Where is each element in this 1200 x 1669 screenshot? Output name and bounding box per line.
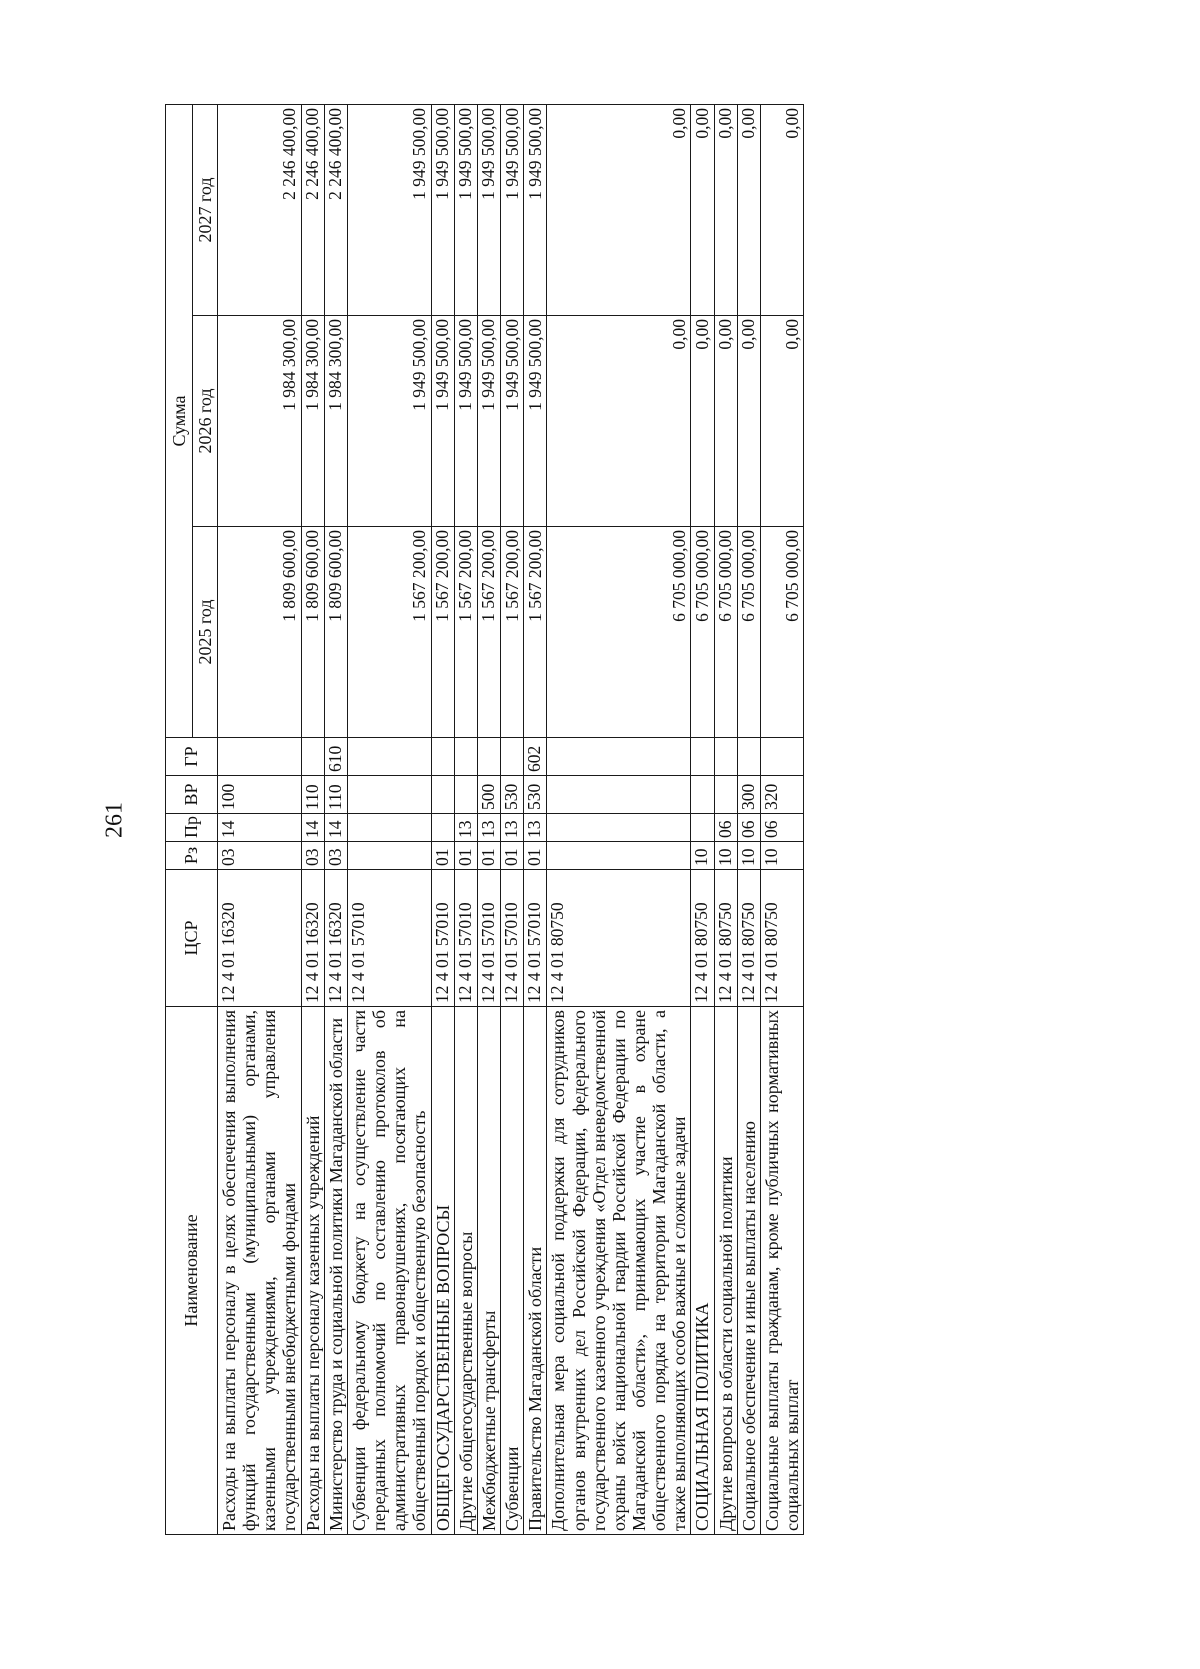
cell-name: Межбюджетные трансферты — [477, 1007, 500, 1535]
cell-name: Другие вопросы в области социальной политики — [714, 1007, 737, 1535]
cell-2025: 6 705 000,00 — [714, 527, 737, 738]
cell-2026: 1 949 500,00 — [431, 316, 454, 527]
cell-gr — [454, 738, 477, 776]
cell-gr — [501, 738, 524, 776]
cell-vr: 110 — [301, 776, 324, 814]
cell-2026: 1 984 300,00 — [218, 316, 302, 527]
cell-csr: 12 4 01 57010 — [524, 870, 547, 1007]
cell-2025: 1 567 200,00 — [454, 527, 477, 738]
cell-gr — [431, 738, 454, 776]
cell-gr — [760, 738, 803, 776]
cell-pr: 13 — [501, 814, 524, 842]
cell-2026: 0,00 — [547, 316, 691, 527]
header-rz: Рз — [166, 842, 218, 870]
cell-csr: 12 4 01 16320 — [324, 870, 347, 1007]
cell-vr: 300 — [737, 776, 760, 814]
cell-rz: 03 — [218, 842, 302, 870]
cell-2027: 0,00 — [760, 104, 803, 315]
cell-pr — [691, 814, 714, 842]
cell-gr — [691, 738, 714, 776]
cell-vr — [714, 776, 737, 814]
cell-2027: 1 949 500,00 — [477, 104, 500, 315]
cell-2026: 1 984 300,00 — [324, 316, 347, 527]
cell-vr — [691, 776, 714, 814]
cell-2027: 2 246 400,00 — [301, 104, 324, 315]
cell-2025: 1 567 200,00 — [347, 527, 431, 738]
cell-vr — [547, 776, 691, 814]
cell-2025: 6 705 000,00 — [691, 527, 714, 738]
cell-csr: 12 4 01 57010 — [431, 870, 454, 1007]
cell-name: ОБЩЕГОСУДАРСТВЕННЫЕ ВОПРОСЫ — [431, 1007, 454, 1535]
cell-vr — [454, 776, 477, 814]
cell-rz: 10 — [691, 842, 714, 870]
cell-2026: 1 984 300,00 — [301, 316, 324, 527]
cell-rz: 10 — [714, 842, 737, 870]
table-row — [501, 104, 524, 1534]
cell-2026: 0,00 — [737, 316, 760, 527]
cell-2025: 1 809 600,00 — [301, 527, 324, 738]
header-year-2025: 2025 год — [193, 527, 218, 738]
cell-2027: 2 246 400,00 — [324, 104, 347, 315]
cell-gr — [218, 738, 302, 776]
cell-rz — [347, 842, 431, 870]
cell-pr — [347, 814, 431, 842]
cell-gr — [301, 738, 324, 776]
cell-pr: 14 — [301, 814, 324, 842]
cell-name: Министерство труда и социальной политики Магаданской области — [324, 1007, 347, 1535]
cell-pr: 13 — [477, 814, 500, 842]
cell-csr: 12 4 01 57010 — [477, 870, 500, 1007]
table-row — [714, 104, 737, 1534]
cell-2025: 1 567 200,00 — [501, 527, 524, 738]
cell-2026: 1 949 500,00 — [347, 316, 431, 527]
cell-gr — [347, 738, 431, 776]
cell-csr: 12 4 01 57010 — [347, 870, 431, 1007]
cell-2025: 1 809 600,00 — [324, 527, 347, 738]
cell-rz: 01 — [501, 842, 524, 870]
rotated-table-wrapper — [165, 105, 803, 1535]
header-vr: ВР — [166, 776, 218, 814]
cell-2025: 1 567 200,00 — [431, 527, 454, 738]
cell-gr — [714, 738, 737, 776]
cell-gr — [477, 738, 500, 776]
cell-2026: 1 949 500,00 — [501, 316, 524, 527]
table-row — [347, 104, 431, 1534]
cell-2026: 0,00 — [760, 316, 803, 527]
cell-name: Социальное обеспечение и иные выплаты населению — [737, 1007, 760, 1535]
cell-2026: 0,00 — [691, 316, 714, 527]
page-number: 261 — [101, 802, 128, 838]
cell-csr: 12 4 01 57010 — [454, 870, 477, 1007]
cell-2025: 1 809 600,00 — [218, 527, 302, 738]
cell-vr: 110 — [324, 776, 347, 814]
cell-name: Расходы на выплаты персоналу казенных учреждений — [301, 1007, 324, 1535]
cell-pr: 14 — [324, 814, 347, 842]
cell-rz: 03 — [301, 842, 324, 870]
cell-gr — [737, 738, 760, 776]
cell-vr: 320 — [760, 776, 803, 814]
cell-2027: 0,00 — [737, 104, 760, 315]
table-row — [691, 104, 714, 1534]
header-pr: Пр — [166, 814, 218, 842]
header-sum: Сумма — [166, 104, 193, 737]
cell-csr: 12 4 01 16320 — [301, 870, 324, 1007]
cell-vr: 500 — [477, 776, 500, 814]
cell-vr — [347, 776, 431, 814]
cell-vr: 100 — [218, 776, 302, 814]
cell-2027: 1 949 500,00 — [347, 104, 431, 315]
cell-csr: 12 4 01 80750 — [714, 870, 737, 1007]
cell-2027: 1 949 500,00 — [454, 104, 477, 315]
cell-name: Расходы на выплаты персоналу в целях обеспечения выполнения функций государственными (муниципальными) органами, казенными учреждениями, органами управления государственными внебюджетными фондами — [218, 1007, 302, 1535]
cell-2027: 1 949 500,00 — [431, 104, 454, 315]
header-csr: ЦСР — [166, 870, 218, 1007]
cell-2025: 6 705 000,00 — [547, 527, 691, 738]
cell-rz: 01 — [477, 842, 500, 870]
cell-name: Субвенции федеральному бюджету на осуществление части переданных полномочий по составлению протоколов об административных правонарушениях, посягающих на общественный порядок и общественную безопасность — [347, 1007, 431, 1535]
cell-2025: 1 567 200,00 — [477, 527, 500, 738]
cell-2027: 0,00 — [691, 104, 714, 315]
table-body — [218, 104, 804, 1534]
cell-csr: 12 4 01 80750 — [547, 870, 691, 1007]
cell-2026: 0,00 — [714, 316, 737, 527]
table-row — [547, 104, 691, 1534]
cell-pr: 14 — [218, 814, 302, 842]
cell-rz: 01 — [431, 842, 454, 870]
cell-2026: 1 949 500,00 — [454, 316, 477, 527]
cell-csr: 12 4 01 57010 — [501, 870, 524, 1007]
cell-2025: 6 705 000,00 — [737, 527, 760, 738]
cell-pr: 06 — [737, 814, 760, 842]
cell-2025: 1 567 200,00 — [524, 527, 547, 738]
cell-name: Правительство Магаданской области — [524, 1007, 547, 1535]
header-year-2026: 2026 год — [193, 316, 218, 527]
cell-rz: 01 — [524, 842, 547, 870]
table-row — [524, 104, 547, 1534]
cell-gr: 602 — [524, 738, 547, 776]
table-row — [760, 104, 803, 1534]
table-row — [324, 104, 347, 1534]
cell-rz: 03 — [324, 842, 347, 870]
cell-rz: 10 — [760, 842, 803, 870]
cell-pr: 13 — [454, 814, 477, 842]
cell-name: Другие общегосударственные вопросы — [454, 1007, 477, 1535]
table-row — [301, 104, 324, 1534]
cell-name: Социальные выплаты гражданам, кроме публичных нормативных социальных выплат — [760, 1007, 803, 1535]
cell-name: СОЦИАЛЬНАЯ ПОЛИТИКА — [691, 1007, 714, 1535]
cell-vr — [431, 776, 454, 814]
header-year-2027: 2027 год — [193, 104, 218, 315]
cell-csr: 12 4 01 80750 — [737, 870, 760, 1007]
cell-2025: 6 705 000,00 — [760, 527, 803, 738]
table-row — [431, 104, 454, 1534]
cell-2027: 2 246 400,00 — [218, 104, 302, 315]
cell-rz — [547, 842, 691, 870]
cell-gr — [547, 738, 691, 776]
cell-2026: 1 949 500,00 — [524, 316, 547, 527]
cell-csr: 12 4 01 80750 — [691, 870, 714, 1007]
cell-vr: 530 — [524, 776, 547, 814]
cell-pr — [547, 814, 691, 842]
cell-vr: 530 — [501, 776, 524, 814]
table-row — [477, 104, 500, 1534]
cell-rz: 01 — [454, 842, 477, 870]
cell-name: Дополнительная мера социальной поддержки для сотрудников органов внутренних дел Российской Федерации, федерального государственного казенного учреждения «Отдел вневедомственной охраны войск национальной гвардии Российской Федерации по Магаданской области», принимающих участие в охране общественного порядка на территории Магаданской области, а также выполняющих особо важные и сложные задачи — [547, 1007, 691, 1535]
cell-2027: 0,00 — [547, 104, 691, 315]
cell-pr — [431, 814, 454, 842]
budget-table — [165, 104, 804, 1535]
header-gr: ГР — [166, 738, 218, 776]
cell-name: Субвенции — [501, 1007, 524, 1535]
cell-pr: 13 — [524, 814, 547, 842]
cell-pr: 06 — [714, 814, 737, 842]
header-name: Наименование — [166, 1007, 218, 1535]
cell-rz: 10 — [737, 842, 760, 870]
cell-2026: 1 949 500,00 — [477, 316, 500, 527]
cell-csr: 12 4 01 16320 — [218, 870, 302, 1007]
cell-2027: 1 949 500,00 — [501, 104, 524, 315]
cell-gr: 610 — [324, 738, 347, 776]
table-row — [737, 104, 760, 1534]
table-row — [454, 104, 477, 1534]
cell-csr: 12 4 01 80750 — [760, 870, 803, 1007]
cell-pr: 06 — [760, 814, 803, 842]
cell-2027: 0,00 — [714, 104, 737, 315]
table-row — [218, 104, 302, 1534]
cell-2027: 1 949 500,00 — [524, 104, 547, 315]
